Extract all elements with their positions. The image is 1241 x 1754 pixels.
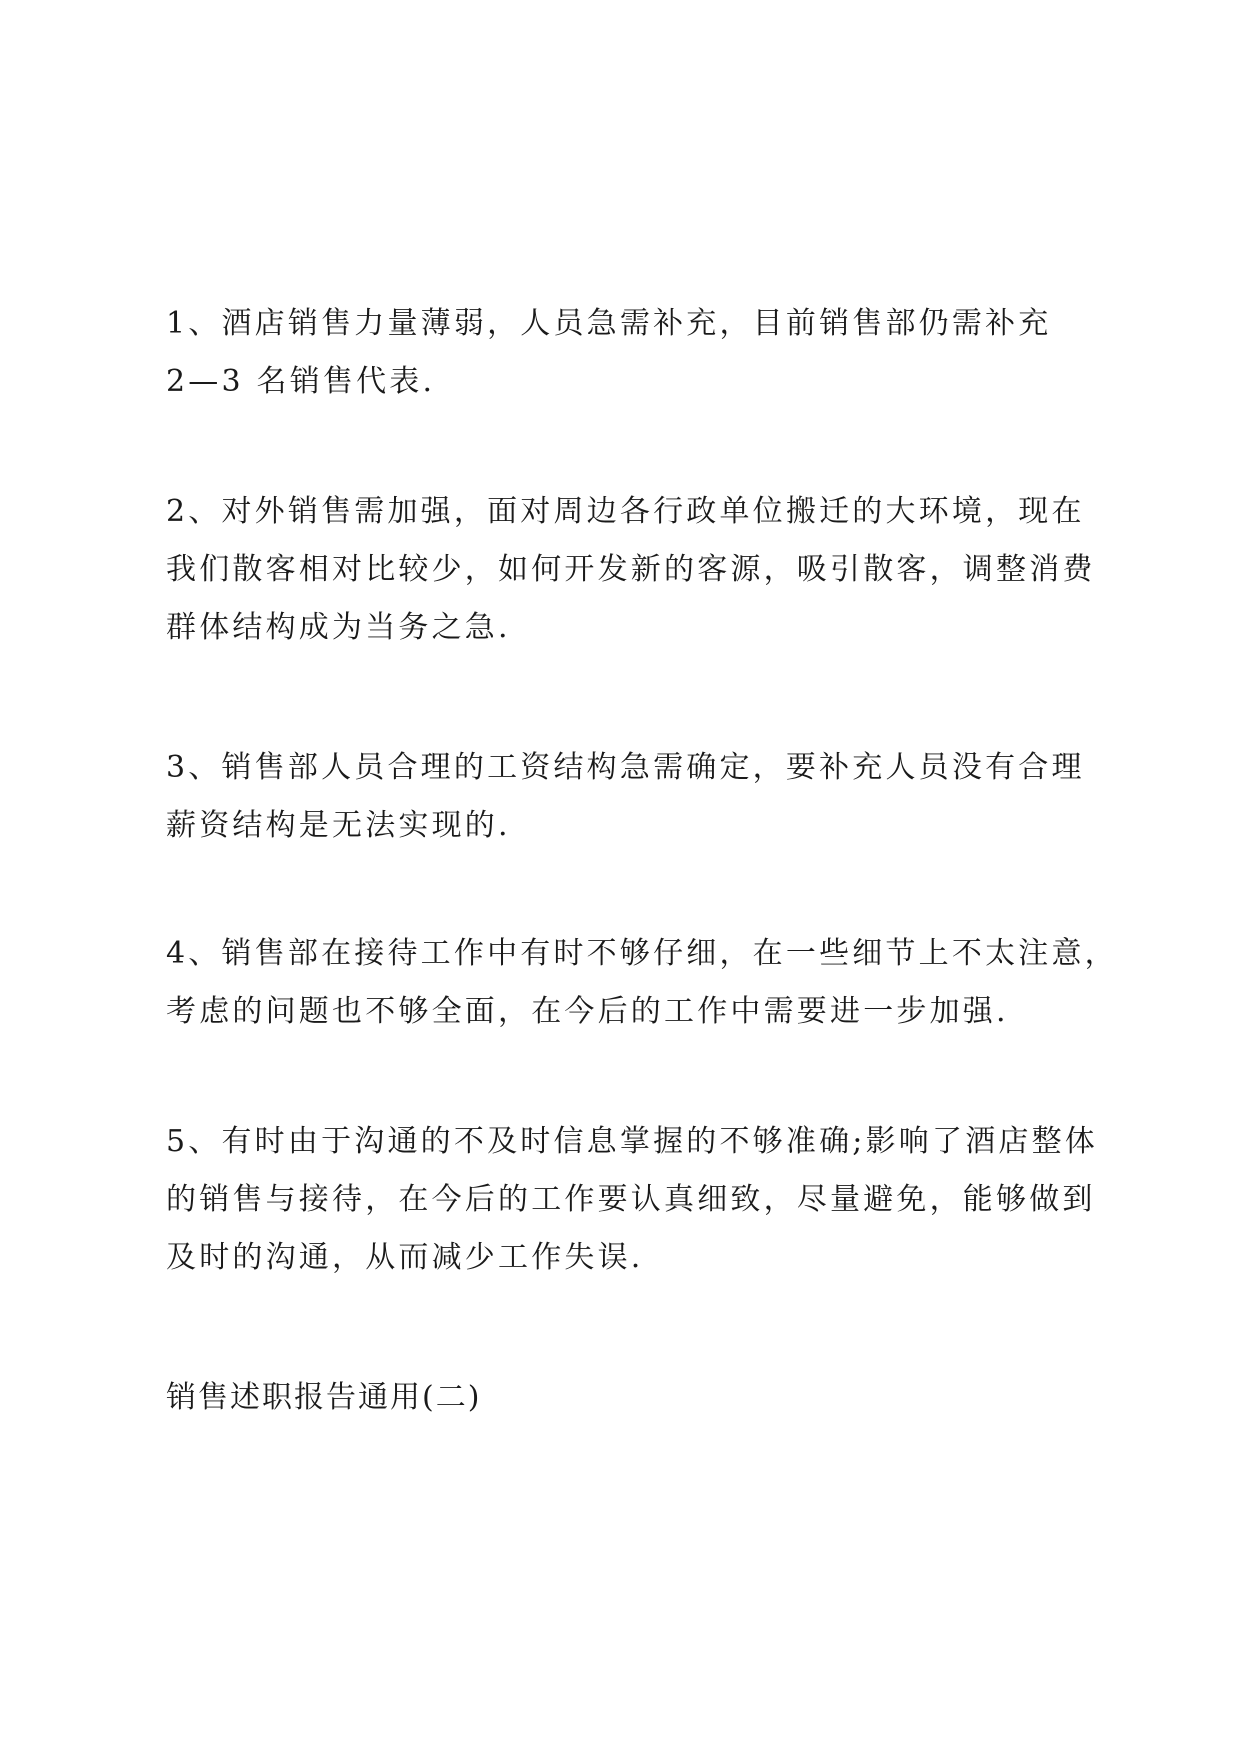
paragraph-line: 及时的沟通，从而减少工作失误. — [166, 1240, 644, 1275]
paragraph-item-1 — [166, 295, 1106, 411]
paragraph-line: 的销售与接待，在今后的工作要认真细致，尽量避免，能够做到 — [166, 1182, 1096, 1217]
paragraph-item-4 — [166, 925, 1118, 1041]
paragraph-line: 1、酒店销售力量薄弱，人员急需补充，目前销售部仍需补充 — [166, 306, 1052, 341]
paragraph-item-3 — [166, 739, 1106, 855]
paragraph-line: 考虑的问题也不够全面，在今后的工作中需要进一步加强. — [166, 994, 1009, 1029]
paragraph-line: 2—3 名销售代表. — [166, 364, 436, 399]
paragraph-line: 4、销售部在接待工作中有时不够仔细，在一些细节上不太注意， — [166, 936, 1118, 971]
paragraph-line: 薪资结构是无法实现的. — [166, 808, 511, 843]
section-heading: 销售述职报告通用(二) — [166, 1380, 482, 1415]
paragraph-item-5 — [166, 1113, 1106, 1287]
paragraph-line: 3、销售部人员合理的工资结构急需确定，要补充人员没有合理 — [166, 750, 1085, 785]
paragraph-line: 5、有时由于沟通的不及时信息掌握的不够准确;影响了酒店整体 — [166, 1124, 1098, 1159]
paragraph-line: 2、对外销售需加强，面对周边各行政单位搬迁的大环境，现在 — [166, 494, 1085, 529]
paragraph-line: 我们散客相对比较少，如何开发新的客源，吸引散客，调整消费 — [166, 552, 1096, 587]
paragraph-item-2 — [166, 483, 1106, 657]
paragraph-line: 群体结构成为当务之急. — [166, 610, 511, 645]
